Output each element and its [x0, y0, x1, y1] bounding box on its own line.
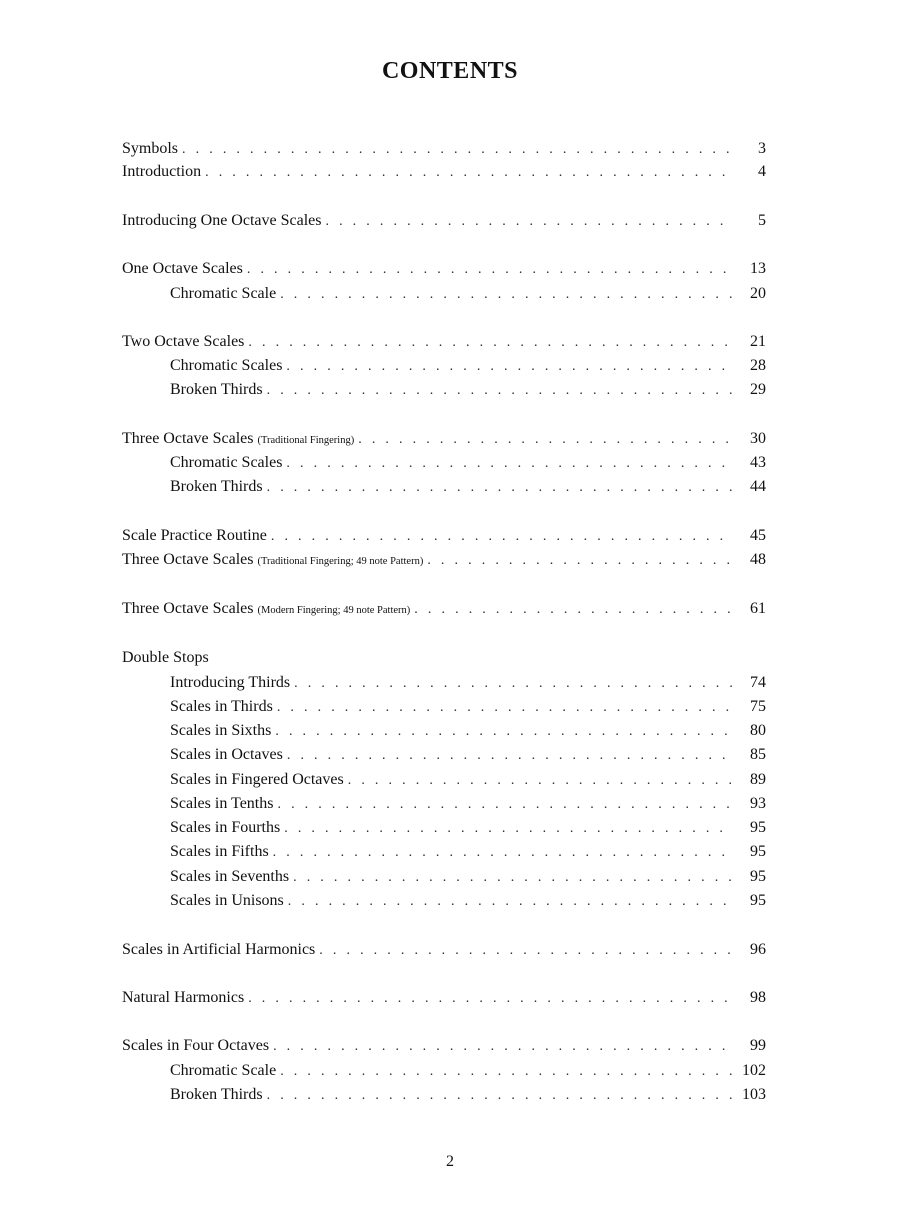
toc-subentry-scales-in-tenths [170, 793, 766, 815]
toc-entry-symbols [122, 138, 766, 160]
dot-leader [414, 599, 734, 621]
toc-label: Scales in Sixths [170, 722, 272, 739]
dot-leader [205, 162, 734, 184]
toc-page-number: 98 [750, 989, 766, 1006]
dot-leader [427, 550, 734, 572]
toc-label: Scales in Artificial Harmonics [122, 941, 316, 958]
toc-subentry-scales-in-octaves [170, 744, 766, 766]
toc-label-note: (Traditional Fingering; 49 note Pattern) [257, 556, 424, 567]
toc-label: Two Octave Scales [122, 333, 245, 350]
page-title: CONTENTS [381, 58, 519, 84]
toc-page-number: 4 [758, 163, 766, 180]
toc-label: Scales in Thirds [170, 698, 273, 715]
toc-page-number: 30 [750, 430, 766, 447]
toc-label: Scales in Octaves [170, 746, 283, 763]
dot-leader [287, 745, 734, 767]
toc-entry-one-octave-scales [122, 258, 766, 280]
toc-page-number: 5 [758, 212, 766, 229]
dot-leader [286, 356, 734, 378]
toc-label: Symbols [122, 140, 179, 157]
toc-page-number: 13 [750, 260, 766, 277]
dot-leader [319, 940, 734, 962]
toc-subentry-broken-thirds [170, 379, 766, 401]
toc-page-number: 80 [750, 722, 766, 739]
dot-leader [182, 139, 734, 161]
toc-label: Broken Thirds [170, 381, 263, 398]
toc-label: Scales in Fifths [170, 843, 269, 860]
dot-leader [273, 1036, 734, 1058]
toc-label: Chromatic Scales [170, 454, 283, 471]
toc-label-note: (Traditional Fingering) [257, 435, 355, 446]
toc-entry-three-octave-scales-traditional [122, 428, 766, 450]
toc-entry-scales-in-four-octaves [122, 1035, 766, 1057]
toc-label: Chromatic Scale [170, 1062, 277, 1079]
toc-label: Introducing One Octave Scales [122, 212, 322, 229]
dot-leader [248, 988, 734, 1010]
toc-label: Scale Practice Routine [122, 527, 267, 544]
toc-page-number: 61 [750, 600, 766, 617]
toc-entry-three-octave-scales-traditional-49 [122, 549, 766, 571]
toc-label: One Octave Scales [122, 260, 243, 277]
dot-leader [348, 770, 734, 792]
dot-leader [267, 1085, 734, 1107]
toc-label: Chromatic Scale [170, 285, 277, 302]
toc-page-number: 95 [750, 843, 766, 860]
toc-page-number: 48 [750, 551, 766, 568]
toc-subentry-chromatic-scale [170, 283, 766, 305]
dot-leader [248, 332, 734, 354]
toc-subentry-scales-in-fifths [170, 841, 766, 863]
toc-entry-three-octave-scales-modern-49 [122, 598, 766, 620]
dot-leader [286, 453, 734, 475]
toc-page-number: 3 [758, 140, 766, 157]
toc-subentry-introducing-thirds [170, 672, 766, 694]
dot-leader [275, 721, 734, 743]
toc-subentry-scales-in-fingered-octaves [170, 769, 766, 791]
toc-entry-natural-harmonics [122, 987, 766, 1009]
dot-leader [273, 842, 734, 864]
toc-label-note: (Modern Fingering; 49 note Pattern) [257, 605, 411, 616]
toc-page-number: 20 [750, 285, 766, 302]
dot-leader [294, 673, 734, 695]
toc-page-number: 89 [750, 771, 766, 788]
toc-section-double-stops [122, 647, 766, 669]
dot-leader [267, 380, 734, 402]
dot-leader [280, 1061, 734, 1083]
toc-subentry-scales-in-fourths [170, 817, 766, 839]
toc-subentry-scales-in-sixths [170, 720, 766, 742]
dot-leader [288, 891, 734, 913]
toc-page-number: 96 [750, 941, 766, 958]
toc-label: Introduction [122, 163, 202, 180]
toc-page-number: 95 [750, 892, 766, 909]
dot-leader [267, 477, 734, 499]
toc-subentry-scales-in-sevenths [170, 866, 766, 888]
toc-subentry-chromatic-scale [170, 1060, 766, 1082]
dot-leader [271, 526, 734, 548]
dot-leader [277, 794, 734, 816]
toc-entry-introducing-one-octave-scales [122, 210, 766, 232]
toc-label: Broken Thirds [170, 478, 263, 495]
toc-subentry-scales-in-thirds [170, 696, 766, 718]
toc-page-number: 102 [742, 1062, 766, 1079]
page-number-footer: 2 [446, 1153, 454, 1170]
toc-entry-introduction [122, 161, 766, 183]
toc-label: Broken Thirds [170, 1086, 263, 1103]
toc-subentry-broken-thirds [170, 476, 766, 498]
dot-leader [247, 259, 734, 281]
dot-leader [293, 867, 734, 889]
toc-page-number: 75 [750, 698, 766, 715]
toc-label: Chromatic Scales [170, 357, 283, 374]
toc-label: Scales in Fourths [170, 819, 281, 836]
toc-page-number: 74 [750, 674, 766, 691]
toc-label: Scales in Four Octaves [122, 1037, 270, 1054]
dot-leader [280, 284, 734, 306]
toc-label-text: Three Octave Scales [122, 551, 254, 568]
toc-page-number: 28 [750, 357, 766, 374]
dot-leader [284, 818, 734, 840]
toc-page-number: 93 [750, 795, 766, 812]
toc-page-number: 21 [750, 333, 766, 350]
toc-label [122, 598, 414, 622]
toc-entry-scale-practice-routine [122, 525, 766, 547]
toc-label [122, 428, 358, 452]
toc-label: Introducing Thirds [170, 674, 291, 691]
toc-label: Natural Harmonics [122, 989, 245, 1006]
toc-label: Double Stops [122, 649, 209, 666]
toc-page-number: 99 [750, 1037, 766, 1054]
toc-label [122, 549, 427, 573]
dot-leader [277, 697, 734, 719]
toc-page-number: 44 [750, 478, 766, 495]
toc-subentry-chromatic-scales [170, 355, 766, 377]
toc-label-text: Three Octave Scales [122, 430, 254, 447]
toc-label: Scales in Fingered Octaves [170, 771, 344, 788]
toc-entry-two-octave-scales [122, 331, 766, 353]
toc-page-number: 45 [750, 527, 766, 544]
toc-page-number: 29 [750, 381, 766, 398]
toc-page-number: 85 [750, 746, 766, 763]
toc-label-text: Three Octave Scales [122, 600, 254, 617]
toc-label: Scales in Sevenths [170, 868, 290, 885]
toc-page-number: 43 [750, 454, 766, 471]
toc-label: Scales in Unisons [170, 892, 284, 909]
toc-label: Scales in Tenths [170, 795, 274, 812]
toc-page-number: 103 [742, 1086, 766, 1103]
dot-leader [325, 211, 734, 233]
toc-page-number: 95 [750, 868, 766, 885]
toc-subentry-broken-thirds [170, 1084, 766, 1106]
toc-subentry-chromatic-scales [170, 452, 766, 474]
dot-leader [358, 429, 734, 451]
toc-subentry-scales-in-unisons [170, 890, 766, 912]
toc-entry-scales-in-artificial-harmonics [122, 939, 766, 961]
toc-page-number: 95 [750, 819, 766, 836]
